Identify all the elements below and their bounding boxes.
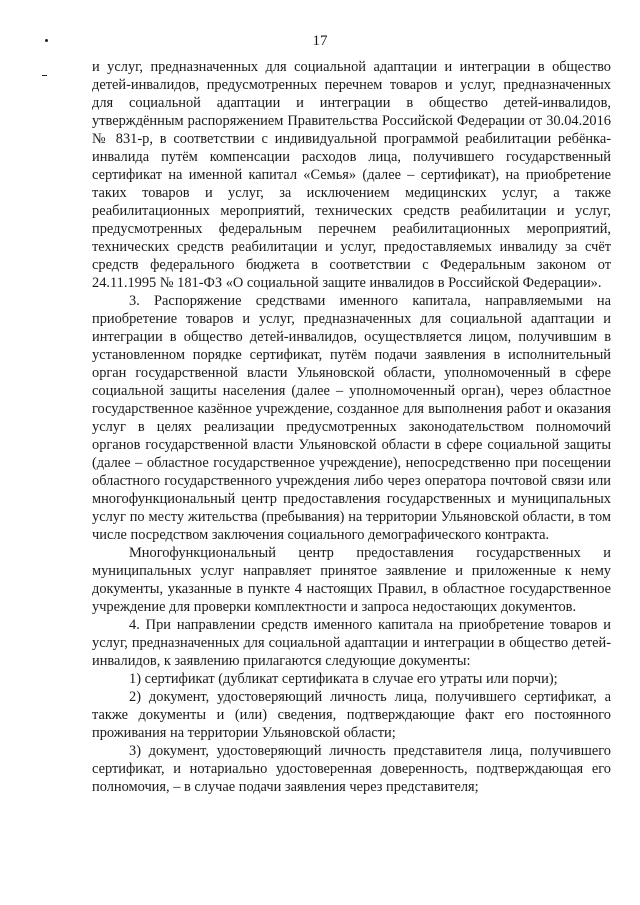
margin-dash-mark: [42, 75, 47, 76]
list-item-2: 2) документ, удостоверяющий личность лица, получившего сертификат, а также документы и (или) сведения, подтверждающие факт его постоянного проживания на территории Ульяновской области;: [92, 689, 611, 741]
paragraph-mfc: Многофункциональный центр предоставления государственных и муниципальных услуг направляет принятое заявление и приложенные к нему документы, указанные в пункте 4 настоящих Правил, в областное государственное учреждение для проверки комплектности и запроса недостающих документов.: [92, 545, 611, 615]
paragraph-item-4: 4. При направлении средств именного капитала на приобретение товаров и услуг, предназначенных для социальной адаптации и интеграции в общество детей-инвалидов, к заявлению прилагаются следующие документы:: [92, 617, 611, 669]
page-number: 17: [312, 33, 328, 49]
list-item-3: 3) документ, удостоверяющий личность представителя лица, получившего сертификат, и нотариально удостоверенная доверенность, подтверждающая его полномочия, – в случае подачи заявления через представителя;: [92, 743, 611, 795]
document-body: [92, 58, 611, 796]
paragraph-item-3: 3. Распоряжение средствами именного капитала, направляемыми на приобретение товаров и услуг, предназначенных для социальной адаптации и интеграции в общество детей-инвалидов, осуществляется лицом, получившим в установленном порядке сертификат, путём подачи заявления в исполнительный орган государственной власти Ульяновской области, уполномоченный в сфере социальной защиты населения (далее – уполномоченный орган), через областное государственное казённое учреждение, созданное для выполнения работ и оказания услуг в целях реализации предусмотренных законодательством полномочий органов государственной власти Ульяновской области в сфере социальной защиты (далее – областное государственное учреждение), непосредственно при посещении областного государственного учреждения либо через оператора почтовой связи или многофункциональный центр предоставления государственных и муниципальных услуг по месту жительства (пребывания) на территории Ульяновской области, в том числе посредством заключения социального демографического контракта.: [92, 293, 611, 543]
paragraph-continuation: и услуг, предназначенных для социальной адаптации и интеграции в общество детей-инвалидов, предусмотренных перечнем товаров и услуг, предназначенных для социальной адаптации и интеграции в общество детей-инвалидов, утверждённым распоряжением Правительства Российской Федерации от 30.04.2016 № 831-р, в соответствии с индивидуальной программой реабилитации ребёнка-инвалида путём компенсации расходов лица, получившего государственный сертификат на именной капитал «Семья» (далее – сертификат), на приобретение таких товаров и услуг, за исключением медицинских услуг, а также реабилитационных мероприятий, технических средств реабилитации и услуг, предусмотренных федеральным перечнем реабилитационных мероприятий, технических средств реабилитации и услуг, предоставляемых инвалиду за счёт средств федерального бюджета в соответствии с Федеральным законом от 24.11.1995 № 181-ФЗ «О социальной защите инвалидов в Российской Федерации».: [92, 59, 611, 291]
list-item-1: 1) сертификат (дубликат сертификата в случае его утраты или порчи);: [129, 671, 558, 687]
